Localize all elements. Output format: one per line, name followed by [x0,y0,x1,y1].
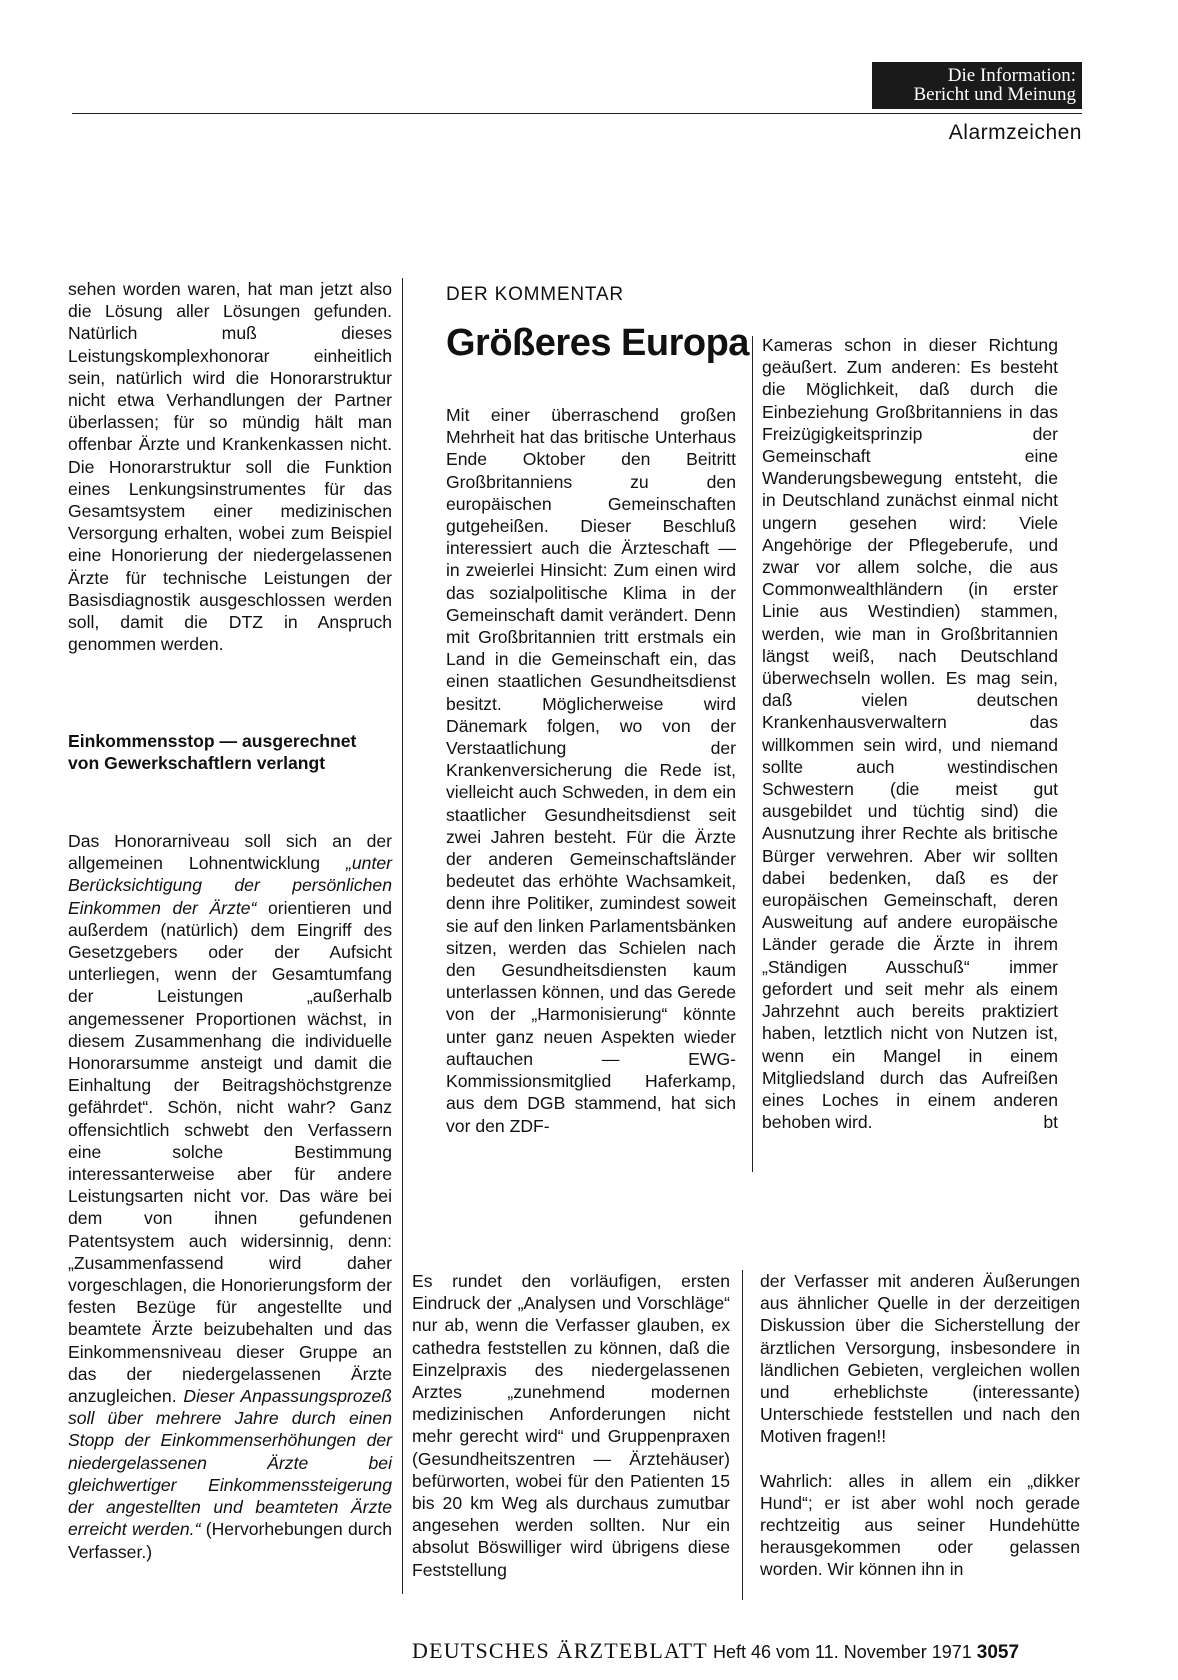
column-rule-left [402,278,403,1594]
kommentar-paragraph-b [762,334,1058,1133]
masthead: DEUTSCHES ÄRZTEBLATT [412,1638,708,1663]
left-p2-quote: „unter Berücksichtigung der persönlichen Einkommen der Ärzte“ [68,853,392,918]
page-footer [412,1638,1019,1664]
kommentar-column-a [446,404,736,1137]
kommentar-kicker: DER KOMMENTAR [446,284,624,305]
left-subhead: Einkommensstop — ausgerechnet von Gewerkschaftlern verlangt [68,731,357,774]
left-p2-emphasis: Dieser Anpassungsprozeß soll über mehrere Jahre durch einen Stopp der Einkommenserhöhungen der niedergelassenen Ärzte bei gleichwertiger Einkommenssteigerung der angestellten und beamteten Ärzte erreicht werden.“ [68,1386,393,1540]
kommentar-paragraph-b-text: Kameras schon in dieser Richtung geäußert. Zum anderen: Es besteht die Möglichkeit, daß durch die Einbeziehung Großbritanniens in das Freizügigkeitsprinzip der Gemeinschaft eine Wanderungsbewegung entsteht, die in Deutschland zunächst einmal nicht ungern gesehen wird: Viele Angehörige der Pflegeberufe, und zwar vor allem solche, die aus Commonwealthländern (in erster Linie aus Westindien) stammen, werden, wie man in Großbritannien längst weiß, nach Deutschland überwechseln wollen. Es mag sein, daß vielen deutschen Krankenhausverwaltern das willkommen sein wird, und niemand sollte auch westindischen Schwestern (die meist gut ausgebildet und tüchtig sind) die Ausnutzung ihrer Rechte als britische Bürger verwehren. Aber wir sollten dabei bedenken, daß es der europäischen Gemeinschaft, deren Ausweitung auf andere europäische Länder gerade die Ärzte in ihrem „Ständigen Ausschuß“ immer gefordert und seit mehr als einem Jahrzehnt auch bereits praktiziert haben, letztlich nicht von Nutzen ist, wenn ein Mangel in einem Mitgliedsland durch das Aufreißen eines Loches in einem anderen behoben wird. [762,335,1058,1133]
bottom-paragraph-a: Es rundet den vorläufigen, ersten Eindruck der „Analysen und Vorschläge“ nur ab, wenn die Verfasser glauben, ex cathedra feststellen zu können, daß die Einzelpraxis des niedergelassenen Arztes „zunehmend modernen medizinischen Anforderungen nicht mehr gerecht wird“ und Gruppenpraxen (Gesundheitszentren — Ärztehäuser) befürworten, wobei für den Patienten 15 bis 20 km Weg als durchaus zumutbar angesehen werden sollten. Nur ein absolut Böswilliger wird übrigens diese Feststellung [412,1271,730,1580]
bottom-column-b [760,1270,1080,1581]
bottom-paragraph-b2: Wahrlich: alles in allem ein „dikker Hund“; er ist aber wohl noch gerade rechtzeitig aus seiner Hundehütte herausgekommen oder gelassen worden. Wir können ihn in [760,1470,1080,1580]
author-signoff: bt [1043,1112,1058,1133]
left-paragraph-2 [68,830,392,1563]
left-p2-e: (Hervorhebungen durch Verfasser.) [68,1519,392,1562]
issue-info: Heft 46 vom 11. November 1971 [712,1642,972,1662]
column-rule-bottom [742,1270,743,1600]
left-column-bottom [68,830,392,1563]
page-number: 3057 [976,1642,1020,1663]
section-line-2: Bericht und Meinung [913,84,1076,105]
section-badge [872,62,1082,109]
bottom-column-a [412,1270,730,1581]
left-p2-a: Das Honorarniveau soll sich an der allgemeinen Lohnentwicklung [68,831,392,874]
section-line-1: Die Information: [947,65,1076,86]
left-p2-c: orientieren und außerdem (natürlich) dem Eingriff des Gesetzgebers oder der Aufsicht unterliegen, wenn der Gesamtumfang der Leistungen „außerhalb angemessener Proportionen wächst, in diesem Zusammenhang die individuelle Honorarsumme ansteigt und damit die Einhaltung der Beitragshöchstgrenze gefährdet“. Schön, nicht wahr? Ganz offensichtlich schwebt den Verfassern eine solche Bestimmung interessanterweise aber für andere Leistungsarten nicht vor. Das wäre bei dem von ihnen gefundenen Patentsystem auch widersinnig, denn: „Zusammenfassend wird daher vorgeschlagen, die Honorierungsform der festen Bezüge für angestellte und beamtete Ärzte beizubehalten und das Einkommensniveau dieser Gruppe an das der niedergelassenen Ärzte anzugleichen. [68,897,392,1407]
kommentar-column-b [762,334,1058,1133]
subsection-title: Alarmzeichen [948,121,1082,144]
column-rule-kommentar [752,336,753,1172]
kommentar-headline: Größeres Europa [446,322,749,364]
left-column-top [68,278,392,655]
header-rule [72,113,1082,114]
left-paragraph-1: sehen worden waren, hat man jetzt also die Lösung aller Lösungen gefunden. Natürlich muß dieses Leistungskomplexhonorar einheitlich sein, natürlich wird die Honorarstruktur nicht etwa Verhandlungen der Partner überlassen; für so mündig hält man offenbar Ärzte und Krankenkassen nicht. Die Honorarstruktur soll die Funktion eines Lenkungsinstrumentes für das Gesamtsystem einer medizinischen Versorgung erhalten, wobei zum Beispiel eine Honorierung der niedergelassenen Ärzte für technische Leistungen der Basisdiagnostik ausgeschlossen werden soll, damit die DTZ in Anspruch genommen werden. [68,279,392,655]
kommentar-paragraph-a: Mit einer überraschend großen Mehrheit hat das britische Unterhaus Ende Oktober den Beitritt Großbritanniens zu den europäischen Gemeinschaften gutgeheißen. Dieser Beschluß interessiert auch die Ärzteschaft — in zweierlei Hinsicht: Zum einen wird das sozialpolitische Klima in der Gemeinschaft damit verändert. Denn mit Großbritannien tritt erstmals ein Land in die Gemeinschaft ein, das einen staatlichen Gesundheitsdienst besitzt. Möglicherweise wird Dänemark folgen, wo von der Verstaatlichung der Krankenversicherung die Rede ist, vielleicht auch Schweden, in dem ein staatlicher Gesundheitsdienst seit zwei Jahren besteht. Für die Ärzte der anderen Gemeinschaftsländer bedeutet das erhöhte Wachsamkeit, denn ihre Politiker, zumindest soweit sie auf den linken Parlamentsbänken sitzen, werden das Schielen nach den Gesundheitsdiensten kaum unterlassen können, und das Gerede von der „Harmonisierung“ könnte unter ganz neuen Aspekten wieder auftauchen — EWG-Kommissionsmitglied Haferkamp, aus dem DGB stammend, hat sich vor den ZDF- [446,405,736,1136]
bottom-paragraph-b1: der Verfasser mit anderen Äußerungen aus ähnlicher Quelle in der derzeitigen Diskussion über die Sicherstellung der ärztlichen Versorgung, insbesondere in ländlichen Gebieten, vergleichen wollen und erheblichste (interessante) Unterschiede feststellen und nach den Motiven fragen!! [760,1271,1080,1447]
